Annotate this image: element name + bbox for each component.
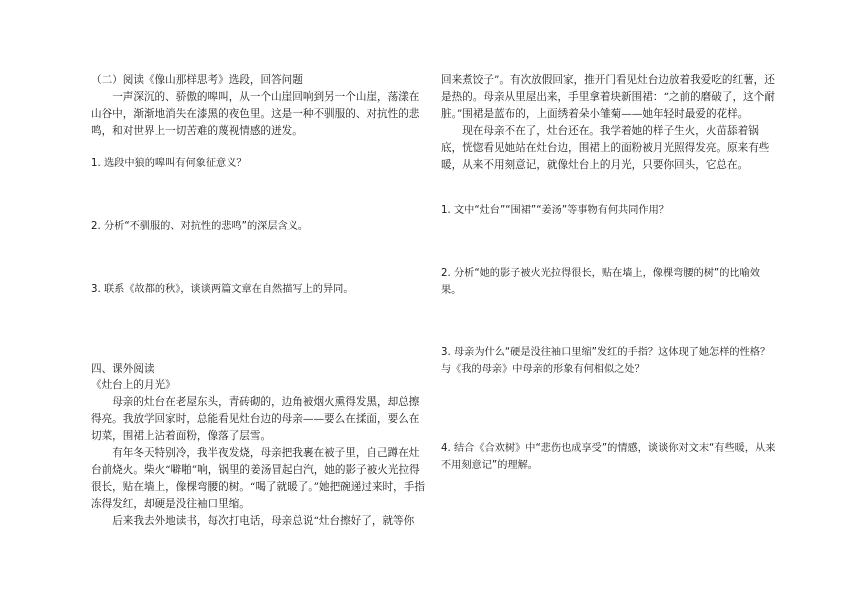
section2-title: （二）阅读《像山那样思考》选段，回答问题 xyxy=(91,74,303,86)
right-question-1: 1. 文中“灶台”“围裙”“姜汤”等事物有何共同作用？ xyxy=(441,205,669,216)
article-title: 《灶台上的月光》 xyxy=(91,379,176,391)
article-paragraph-1: 母亲的灶台在老屋东头，青砖砌的，边角被烟火熏得发黑，却总擦得亮。我放学回家时，总能看见灶台边的母亲——要么在揉面，要么在切菜，围裙上沾着面粉，像落了层雪。 xyxy=(91,396,420,442)
article-paragraph-3-continued: 回来煮饺子”。有次放假回家，推开门看见灶台边放着我爱吃的红薯，还是热的。母亲从里屋出来，手里拿着块新围裙：“之前的磨破了，这个耐脏。”围裙是蓝布的，上面绣着朵小雏菊——她年轻时最爱的花样。 xyxy=(441,74,775,120)
left-question-3: 3. 联系《故都的秋》，谈谈两篇文章在自然描写上的异同。 xyxy=(91,284,354,295)
section2-passage: 一声深沉的、骄傲的嗥叫，从一个山崖回响到另一个山崖，荡漾在山谷中，渐渐地消失在漆黑的夜色里。这是一种不驯服的、对抗性的悲鸣，和对世界上一切苦难的蔑视情感的迸发。 xyxy=(91,91,420,137)
right-question-4: 4. 结合《合欢树》中“悲伤也成享受”的情感，谈谈你对文末“有些暖，从来不用刻意记”的理解。 xyxy=(441,443,776,471)
left-question-2: 2. 分析“不驯服的、对抗性的悲鸣”的深层含义。 xyxy=(91,221,309,232)
article-paragraph-4: 现在母亲不在了，灶台还在。我学着她的样子生火，火苗舔着锅底，恍惚看见她站在灶台边，围裙上的面粉被月光照得发亮。原来有些暖，从来不用刻意记，就像灶台上的月光，只要你回头，它总在。 xyxy=(441,125,770,171)
section4-title: 四、课外阅读 xyxy=(91,363,155,375)
right-question-3: 3. 母亲为什么“硬是没往袖口里缩”发红的手指？这体现了她怎样的性格？与《我的母亲》中母亲的形象有何相似之处？ xyxy=(441,347,771,375)
left-question-1: 1. 选段中狼的嗥叫有何象征意义？ xyxy=(91,158,247,169)
article-paragraph-3: 后来我去外地读书，每次打电话，母亲总说“灶台擦好了，就等你 xyxy=(112,515,415,527)
article-paragraph-2: 有年冬天特别冷，我半夜发烧，母亲把我裹在被子里，自己蹲在灶台前烧火。柴火“噼啪”响，锅里的姜汤冒起白汽，她的影子被火光拉得很长，贴在墙上，像棵弯腰的树。“喝了就暖了。”她把碗递过来时，手指冻得发红，却硬是没往袖口里缩。 xyxy=(91,447,425,510)
right-question-2: 2. 分析“她的影子被火光拉得很长，贴在墙上，像棵弯腰的树”的比喻效果。 xyxy=(441,268,760,296)
